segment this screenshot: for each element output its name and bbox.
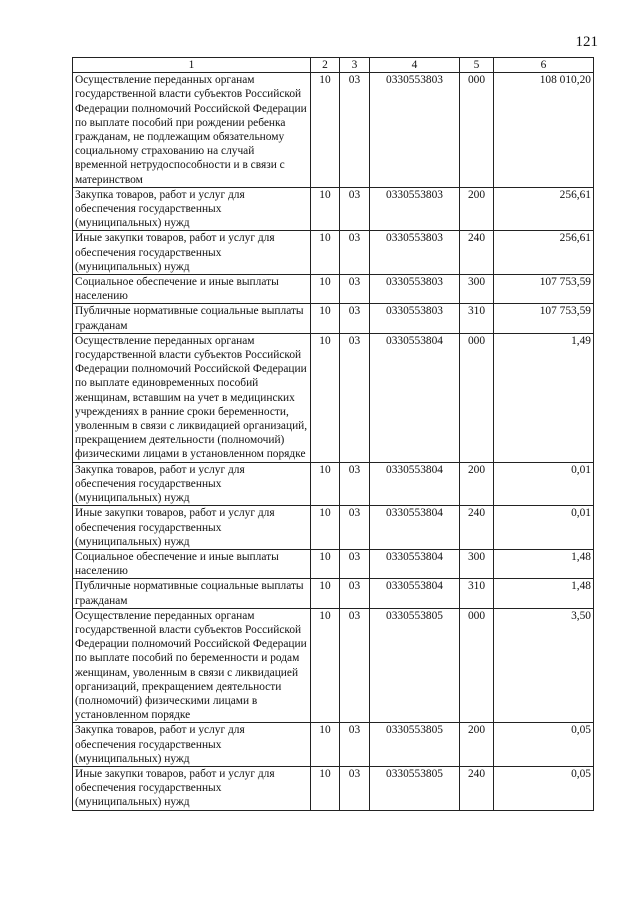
table-row <box>73 304 594 333</box>
cell-expense-type: 310 <box>460 579 494 608</box>
cell-subsection: 03 <box>340 187 370 231</box>
cell-subsection: 03 <box>340 506 370 550</box>
table-row <box>73 608 594 723</box>
table-row <box>73 579 594 608</box>
cell-section: 10 <box>311 304 340 333</box>
cell-subsection: 03 <box>340 73 370 188</box>
cell-target: 0330553803 <box>370 275 460 304</box>
table-row <box>73 73 594 188</box>
cell-expense-type: 000 <box>460 73 494 188</box>
table-row <box>73 275 594 304</box>
header-cell-amount: 6 <box>494 58 594 73</box>
header-cell-subsection: 3 <box>340 58 370 73</box>
cell-amount: 256,61 <box>494 187 594 231</box>
cell-name: Публичные нормативные социальные выплаты гражданам <box>73 579 311 608</box>
table-row <box>73 462 594 506</box>
cell-target: 0330553805 <box>370 766 460 810</box>
header-row <box>73 58 594 73</box>
cell-name: Публичные нормативные социальные выплаты гражданам <box>73 304 311 333</box>
cell-amount: 1,49 <box>494 333 594 462</box>
cell-section: 10 <box>311 506 340 550</box>
cell-section: 10 <box>311 462 340 506</box>
cell-target: 0330553805 <box>370 608 460 723</box>
cell-target: 0330553804 <box>370 549 460 578</box>
cell-name: Осуществление переданных органам государственной власти субъектов Российской Федерации полномочий Российской Федерации по выплате пособий при рождении ребенка гражданам, не подлежащим обязательному социальному страхованию на случай временной нетрудоспособности и в связи с материнством <box>73 73 311 188</box>
header-cell-target: 4 <box>370 58 460 73</box>
cell-name: Закупка товаров, работ и услуг для обеспечения государственных (муниципальных) нужд <box>73 723 311 767</box>
cell-expense-type: 000 <box>460 333 494 462</box>
cell-subsection: 03 <box>340 608 370 723</box>
cell-section: 10 <box>311 766 340 810</box>
cell-section: 10 <box>311 608 340 723</box>
cell-subsection: 03 <box>340 275 370 304</box>
cell-section: 10 <box>311 333 340 462</box>
cell-name: Осуществление переданных органам государственной власти субъектов Российской Федерации полномочий Российской Федерации по выплате единовременных пособий женщинам, вставшим на учет в медицинских учреждениях в ранние сроки беременности, уволенным в связи с ликвидацией организаций, прекращением деятельности (полномочий) физическими лицами в установленном порядке <box>73 333 311 462</box>
header-cell-name: 1 <box>73 58 311 73</box>
cell-name: Закупка товаров, работ и услуг для обеспечения государственных (муниципальных) нужд <box>73 462 311 506</box>
cell-expense-type: 300 <box>460 275 494 304</box>
cell-section: 10 <box>311 549 340 578</box>
table-row <box>73 766 594 810</box>
cell-amount: 3,50 <box>494 608 594 723</box>
cell-amount: 0,05 <box>494 723 594 767</box>
cell-expense-type: 200 <box>460 723 494 767</box>
cell-subsection: 03 <box>340 231 370 275</box>
cell-section: 10 <box>311 187 340 231</box>
cell-section: 10 <box>311 723 340 767</box>
cell-target: 0330553804 <box>370 462 460 506</box>
cell-subsection: 03 <box>340 579 370 608</box>
cell-subsection: 03 <box>340 304 370 333</box>
cell-target: 0330553803 <box>370 73 460 188</box>
cell-amount: 256,61 <box>494 231 594 275</box>
cell-name: Осуществление переданных органам государственной власти субъектов Российской Федерации полномочий Российской Федерации по выплате пособий по беременности и родам женщинам, уволенным в связи с ликвидацией организаций, прекращением деятельности (полномочий) физическими лицами в установленном порядке <box>73 608 311 723</box>
cell-amount: 107 753,59 <box>494 275 594 304</box>
cell-amount: 108 010,20 <box>494 73 594 188</box>
header-cell-expense-type: 5 <box>460 58 494 73</box>
cell-target: 0330553804 <box>370 506 460 550</box>
cell-expense-type: 240 <box>460 506 494 550</box>
cell-subsection: 03 <box>340 723 370 767</box>
cell-expense-type: 300 <box>460 549 494 578</box>
cell-amount: 107 753,59 <box>494 304 594 333</box>
cell-name: Закупка товаров, работ и услуг для обеспечения государственных (муниципальных) нужд <box>73 187 311 231</box>
cell-section: 10 <box>311 275 340 304</box>
table-row <box>73 231 594 275</box>
table-row <box>73 333 594 462</box>
cell-section: 10 <box>311 579 340 608</box>
header-cell-section: 2 <box>311 58 340 73</box>
cell-subsection: 03 <box>340 333 370 462</box>
cell-target: 0330553804 <box>370 579 460 608</box>
cell-expense-type: 310 <box>460 304 494 333</box>
cell-target: 0330553804 <box>370 333 460 462</box>
cell-expense-type: 240 <box>460 766 494 810</box>
cell-expense-type: 000 <box>460 608 494 723</box>
page-number: 121 <box>575 34 598 50</box>
cell-expense-type: 200 <box>460 187 494 231</box>
cell-expense-type: 240 <box>460 231 494 275</box>
cell-subsection: 03 <box>340 462 370 506</box>
cell-name: Иные закупки товаров, работ и услуг для обеспечения государственных (муниципальных) нужд <box>73 231 311 275</box>
cell-subsection: 03 <box>340 549 370 578</box>
table-row <box>73 549 594 578</box>
cell-subsection: 03 <box>340 766 370 810</box>
table-row <box>73 506 594 550</box>
table-row <box>73 723 594 767</box>
cell-amount: 0,01 <box>494 506 594 550</box>
cell-expense-type: 200 <box>460 462 494 506</box>
cell-amount: 0,05 <box>494 766 594 810</box>
cell-name: Иные закупки товаров, работ и услуг для обеспечения государственных (муниципальных) нужд <box>73 506 311 550</box>
cell-amount: 1,48 <box>494 549 594 578</box>
cell-section: 10 <box>311 73 340 188</box>
cell-target: 0330553805 <box>370 723 460 767</box>
cell-name: Иные закупки товаров, работ и услуг для обеспечения государственных (муниципальных) нужд <box>73 766 311 810</box>
table-row <box>73 187 594 231</box>
cell-target: 0330553803 <box>370 187 460 231</box>
cell-amount: 0,01 <box>494 462 594 506</box>
cell-target: 0330553803 <box>370 304 460 333</box>
cell-target: 0330553803 <box>370 231 460 275</box>
cell-name: Социальное обеспечение и иные выплаты населению <box>73 549 311 578</box>
cell-amount: 1,48 <box>494 579 594 608</box>
cell-section: 10 <box>311 231 340 275</box>
budget-table <box>72 57 594 811</box>
table-body <box>73 73 594 810</box>
cell-name: Социальное обеспечение и иные выплаты населению <box>73 275 311 304</box>
